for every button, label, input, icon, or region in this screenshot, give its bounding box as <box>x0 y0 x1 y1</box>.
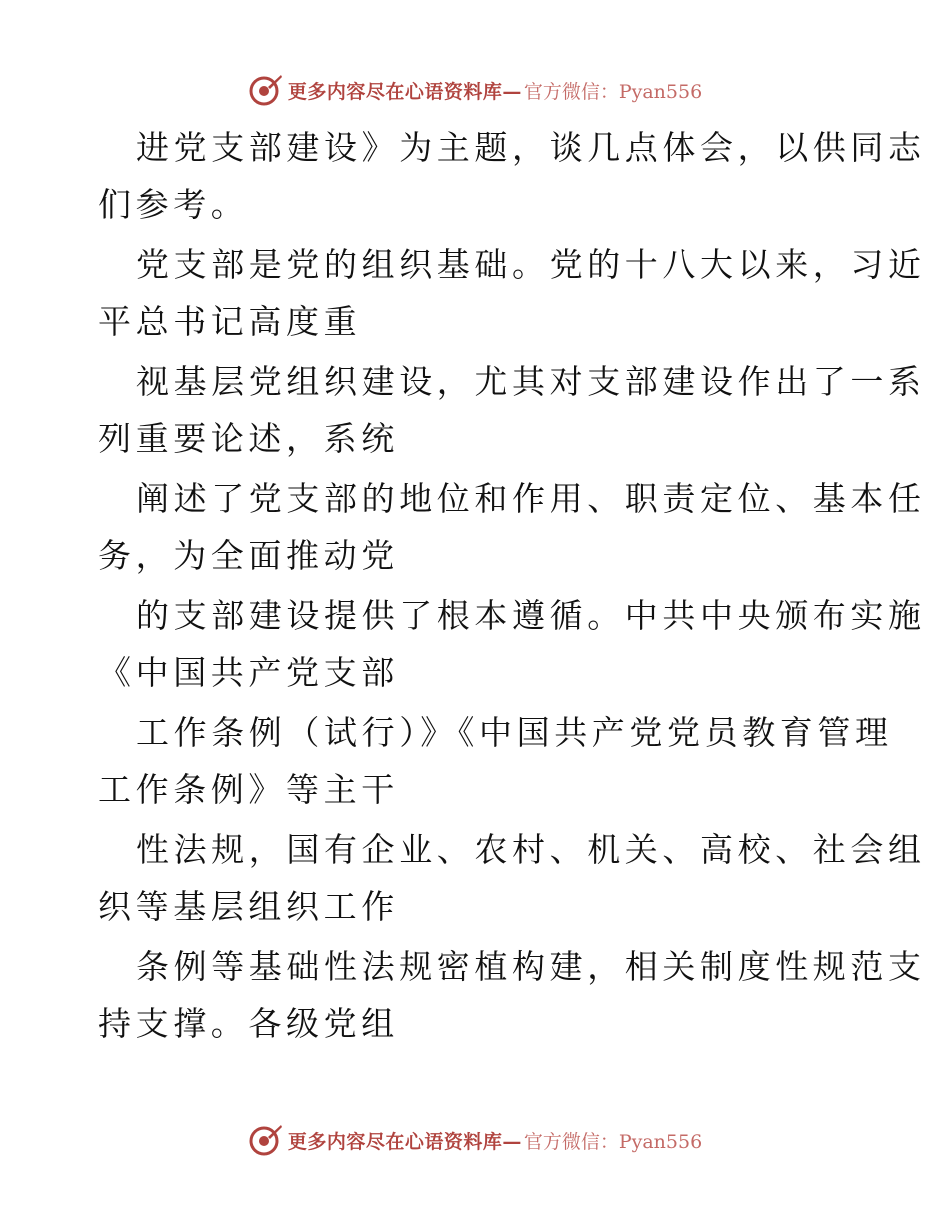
text-line: 党支部是党的组织基础。党的十八大以来，习近 <box>136 245 926 284</box>
text-line: 持支撑。各级党组 <box>98 1004 399 1043</box>
footer-wechat-text: 官方微信：Pyan556 <box>523 1130 703 1153</box>
text-line: 列重要论述，系统 <box>98 419 399 458</box>
footer-banner <box>0 1120 950 1160</box>
pen-logo-icon <box>248 72 284 108</box>
text-line: 工作条例》等主干 <box>98 770 399 809</box>
text-line: 阐述了党支部的地位和作用、职责定位、基本任 <box>136 479 926 518</box>
text-line: 《中国共产党支部 <box>98 653 399 692</box>
text-line: 们参考。 <box>98 185 249 224</box>
text-line: 进党支部建设》为主题，谈几点体会，以供同志 <box>136 128 926 167</box>
text-line: 视基层党组织建设，尤其对支部建设作出了一系 <box>136 362 926 401</box>
text-line: 的支部建设提供了根本遵循。中共中央颁布实施 <box>136 596 926 635</box>
text-line: 织等基层组织工作 <box>98 887 399 926</box>
header-site-text: 更多内容尽在心语资料库— <box>287 80 522 103</box>
header-wechat-text: 官方微信：Pyan556 <box>523 80 703 103</box>
pen-logo-icon <box>248 1122 284 1158</box>
footer-site-text: 更多内容尽在心语资料库— <box>287 1130 522 1153</box>
text-line: 工作条例（试行）》《中国共产党党员教育管理 <box>136 713 893 752</box>
text-line: 务，为全面推动党 <box>98 536 399 575</box>
text-line: 条例等基础性法规密植构建，相关制度性规范支 <box>136 947 926 986</box>
header-banner <box>0 70 950 110</box>
text-line: 性法规，国有企业、农村、机关、高校、社会组 <box>136 830 926 869</box>
text-line: 平总书记高度重 <box>98 302 362 341</box>
